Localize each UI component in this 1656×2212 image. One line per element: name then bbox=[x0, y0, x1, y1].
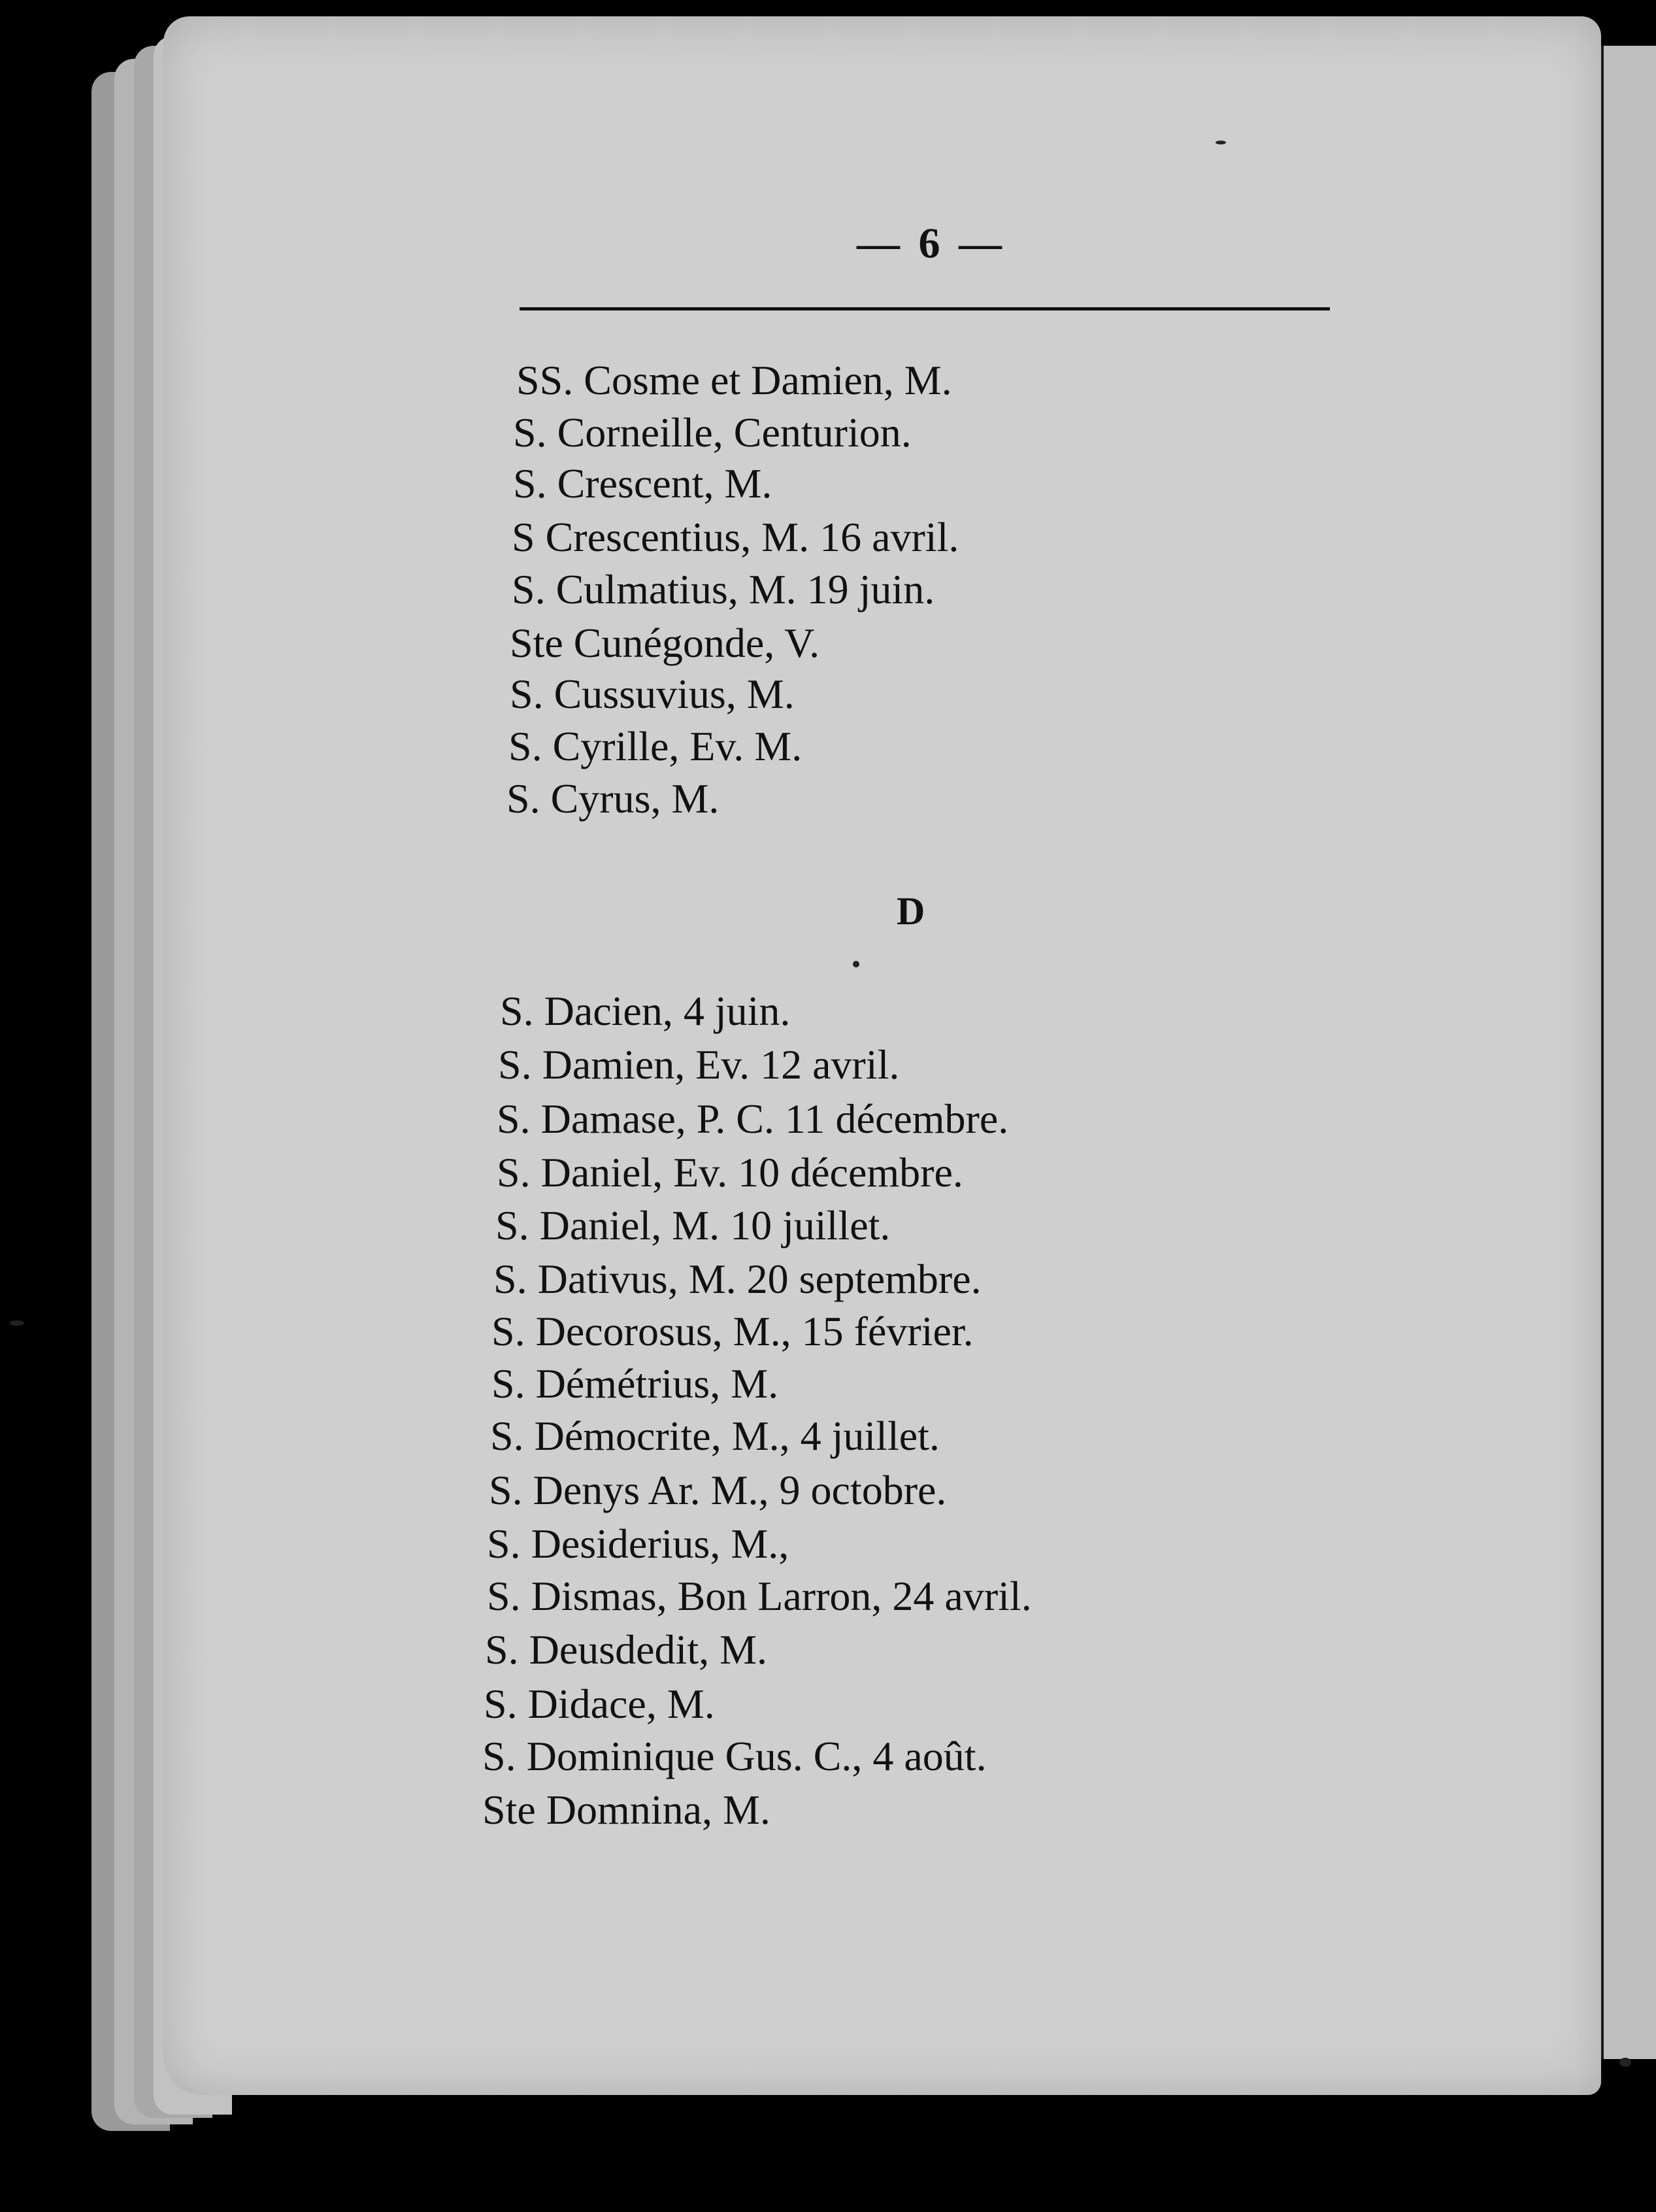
section-heading: D bbox=[897, 890, 925, 933]
saint-entry: S Crescentius, M. 16 avril. bbox=[512, 514, 959, 560]
saint-entry: S. Crescent, M. bbox=[513, 460, 772, 507]
header-rule bbox=[520, 307, 1330, 310]
saint-entry: S. Culmatius, M. 19 juin. bbox=[512, 566, 935, 612]
saint-entry: S. Decorosus, M., 15 février. bbox=[491, 1308, 974, 1354]
saint-entry: Ste Cunégonde, V. bbox=[510, 620, 820, 666]
scan-speck bbox=[10, 1320, 24, 1326]
saint-entry: S. Desiderius, M., bbox=[487, 1520, 789, 1567]
saint-entry: S. Didace, M. bbox=[484, 1681, 715, 1727]
saint-entry: S. Denys Ar. M., 9 octobre. bbox=[489, 1467, 947, 1513]
saint-entry: SS. Cosme et Damien, M. bbox=[516, 357, 952, 403]
scan-speck bbox=[853, 961, 859, 967]
saint-entry: S. Damase, P. C. 11 décembre. bbox=[497, 1096, 1009, 1142]
scan-speck bbox=[1619, 2058, 1631, 2067]
saint-entry: S. Démocrite, M., 4 juillet. bbox=[490, 1413, 940, 1459]
saint-entry: S. Cussuvius, M. bbox=[510, 671, 795, 717]
saint-entry: S. Dacien, 4 juin. bbox=[500, 988, 791, 1034]
saint-entry: S. Dativus, M. 20 septembre. bbox=[493, 1256, 982, 1302]
scan-speck bbox=[1216, 141, 1226, 144]
facing-page-edge bbox=[1595, 46, 1656, 2059]
saint-entry: Ste Domnina, M. bbox=[482, 1786, 770, 1833]
saint-entry: S. Corneille, Centurion. bbox=[513, 409, 912, 456]
saint-entry: S. Deusdedit, M. bbox=[485, 1626, 767, 1673]
saint-entry: S. Daniel, Ev. 10 décembre. bbox=[497, 1149, 963, 1196]
page-number: — 6 — bbox=[857, 220, 1006, 267]
saint-entry: S. Cyrille, Ev. M. bbox=[508, 723, 803, 769]
saint-entry: S. Cyrus, M. bbox=[506, 775, 720, 822]
saint-entry: S. Dismas, Bon Larron, 24 avril. bbox=[487, 1573, 1032, 1619]
saint-entry: S. Démétrius, M. bbox=[491, 1360, 779, 1407]
saint-entry: S. Damien, Ev. 12 avril. bbox=[498, 1041, 900, 1088]
saint-entry: S. Daniel, M. 10 juillet. bbox=[495, 1202, 891, 1248]
saint-entry: S. Dominique Gus. C., 4 août. bbox=[482, 1733, 987, 1779]
